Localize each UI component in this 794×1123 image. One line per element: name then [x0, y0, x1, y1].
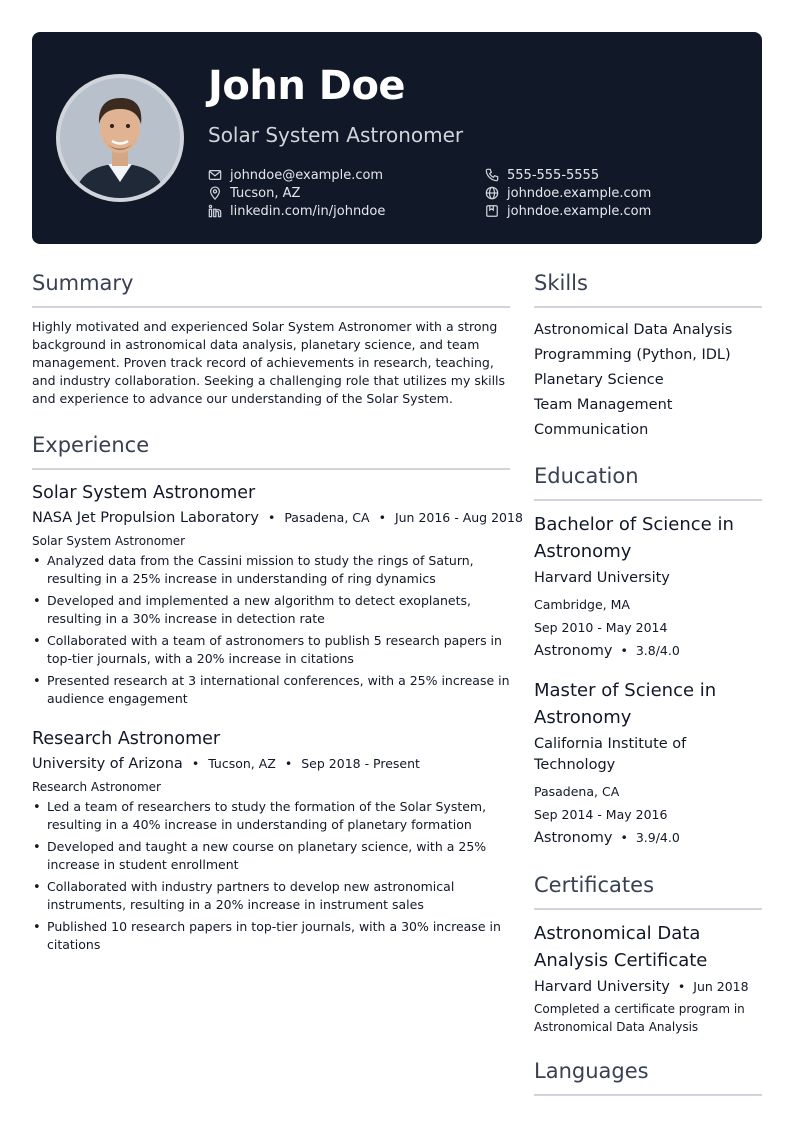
- job-bullet: • Published 10 research papers in top-tier journals, with a 30% increase in citations: [32, 918, 510, 954]
- job-bullet: • Collaborated with industry partners to develop new astronomical instruments, resulting in a 20% increase in instrument sales: [32, 878, 510, 914]
- linkedin-text: linkedin.com/in/johndoe: [230, 203, 386, 219]
- main-column: [32, 268, 523, 972]
- education-field: [534, 826, 762, 850]
- separator-dot: •: [284, 756, 293, 771]
- candidate-title: Solar System Astronomer: [208, 123, 464, 147]
- profile-photo: [56, 74, 184, 202]
- certificate-entry: [534, 920, 762, 1036]
- experience-heading: Experience: [32, 430, 510, 470]
- skill-item: Programming (Python, IDL): [534, 347, 731, 363]
- certificate-description: Completed a certificate program in Astronomical Data Analysis: [534, 1002, 745, 1034]
- education-degree: Bachelor of Science in Astronomy: [534, 514, 734, 562]
- summary-heading: Summary: [32, 268, 510, 308]
- job-bullets: [32, 552, 510, 708]
- job-title: Research Astronomer: [32, 729, 221, 749]
- education-heading: Education: [534, 461, 762, 501]
- phone-text: 555-555-5555: [507, 167, 600, 183]
- linkedin-contact[interactable]: [208, 202, 385, 220]
- location-pin-icon: [208, 186, 222, 200]
- contact-column-right: [485, 166, 651, 220]
- separator-dot: •: [267, 510, 276, 525]
- globe-icon: [485, 186, 499, 200]
- skill-item: Astronomical Data Analysis: [534, 322, 733, 338]
- portfolio-contact[interactable]: [485, 202, 651, 220]
- separator-dot: •: [677, 979, 686, 994]
- education-school: Harvard University: [534, 570, 670, 586]
- portfolio-icon: [485, 204, 499, 218]
- location-text: Tucson, AZ: [230, 185, 301, 201]
- location-contact: [208, 184, 385, 202]
- job-bullet: • Developed and implemented a new algorithm to detect exoplanets, resulting in a 30% increase in detection rate: [32, 592, 510, 628]
- job-dates: Jun 2016 - Aug 2018: [394, 510, 523, 525]
- job-role: Research Astronomer: [32, 780, 161, 794]
- job-bullet: • Presented research at 3 international conferences, with a 25% increase in audience engagement: [32, 672, 510, 708]
- candidate-name: John Doe: [208, 63, 406, 109]
- job-meta: [32, 506, 523, 530]
- education-field: [534, 639, 762, 663]
- certificate-name: Astronomical Data Analysis Certificate: [534, 923, 708, 971]
- separator-dot: •: [620, 643, 628, 658]
- job-bullet: • Led a team of researchers to study the formation of the Solar System, resulting in a 40% increase in understanding of planetary formation: [32, 798, 510, 834]
- education-dates: Sep 2014 - May 2016: [534, 807, 668, 822]
- separator-dot: •: [191, 756, 200, 771]
- certificates-heading: Certificates: [534, 870, 762, 910]
- job-role: Solar System Astronomer: [32, 534, 186, 548]
- education-gpa: 3.8/4.0: [635, 643, 680, 658]
- education-dates: Sep 2010 - May 2014: [534, 620, 668, 635]
- job-entry: [32, 480, 523, 708]
- website-text: johndoe.example.com: [507, 185, 652, 201]
- job-location: Tucson, AZ: [208, 756, 276, 771]
- education-gpa: 3.9/4.0: [635, 830, 680, 845]
- phone-contact[interactable]: [485, 166, 651, 184]
- education-degree: Master of Science in Astronomy: [534, 680, 717, 728]
- job-bullet: • Collaborated with a team of astronomers to publish 5 research papers in top-tier journals, with a 20% increase in citations: [32, 632, 510, 668]
- portfolio-text: johndoe.example.com: [507, 203, 652, 219]
- skills-list: [534, 318, 762, 443]
- job-title: Solar System Astronomer: [32, 483, 256, 503]
- job-bullet: • Developed and taught a new course on planetary science, with a 25% increase in student enrollment: [32, 838, 510, 874]
- education-school: California Institute of Technology: [534, 736, 687, 773]
- email-contact[interactable]: [208, 166, 385, 184]
- job-location: Pasadena, CA: [284, 510, 370, 525]
- languages-heading: Languages: [534, 1056, 762, 1096]
- education-location: Cambridge, MA: [534, 597, 630, 612]
- person-portrait-icon: [60, 78, 180, 198]
- contact-column-left: [208, 166, 385, 220]
- skill-item: Planetary Science: [534, 372, 664, 388]
- job-dates: Sep 2018 - Present: [301, 756, 420, 771]
- education-field-name: Astronomy: [534, 830, 613, 846]
- skills-heading: Skills: [534, 268, 762, 308]
- job-entry: [32, 726, 510, 954]
- linkedin-icon: [208, 204, 222, 218]
- certificate-date: Jun 2018: [693, 979, 749, 994]
- certificate-issuer: Harvard University: [534, 979, 670, 995]
- job-company: NASA Jet Propulsion Laboratory: [32, 510, 259, 526]
- summary-text: Highly motivated and experienced Solar System Astronomer with a strong background in astronomical data analysis, planetary science, and team management. Proven track record of achievements in research, teaching, and industry collaboration. Seeking a challenging role that utilizes my skills and experience to advance our understanding of the Solar System.: [32, 319, 506, 406]
- job-company: University of Arizona: [32, 756, 183, 772]
- side-column: [534, 268, 762, 1106]
- certificate-meta: [534, 974, 762, 1000]
- email-text: johndoe@example.com: [230, 167, 384, 183]
- separator-dot: •: [620, 830, 628, 845]
- job-bullet: • Analyzed data from the Cassini mission to study the rings of Saturn, resulting in a 25% increase in understanding of ring dynamics: [32, 552, 510, 588]
- website-contact[interactable]: [485, 184, 651, 202]
- separator-dot: •: [378, 510, 386, 525]
- phone-icon: [485, 168, 499, 182]
- skill-item: Team Management: [534, 397, 673, 413]
- education-location: Pasadena, CA: [534, 784, 620, 799]
- mail-icon: [208, 168, 222, 182]
- job-meta: [32, 752, 510, 776]
- education-entry: [534, 677, 762, 850]
- education-entry: [534, 511, 762, 663]
- resume-header: [32, 32, 762, 244]
- job-bullets: [32, 798, 510, 954]
- education-field-name: Astronomy: [534, 643, 613, 659]
- skill-item: Communication: [534, 422, 649, 438]
